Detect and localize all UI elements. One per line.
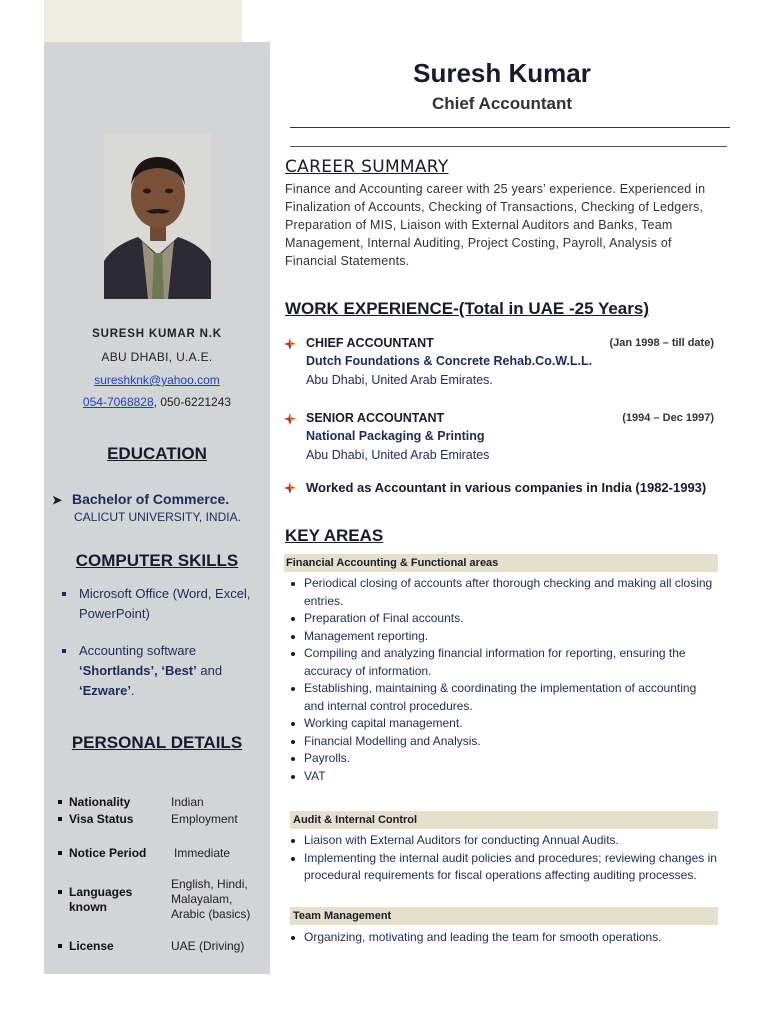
- list-item: Compiling and analyzing financial information for reporting, ensuring the accuracy of information.: [289, 645, 719, 680]
- job-company: National Packaging & Printing: [306, 429, 485, 443]
- personal-label: Notice Period: [58, 846, 146, 861]
- personal-value: UAE (Driving): [171, 939, 245, 953]
- bullet-dot-icon: [291, 687, 295, 691]
- skill-item: [62, 641, 270, 701]
- personal-value: Indian: [171, 795, 204, 809]
- header-tab-decoration: [44, 0, 242, 42]
- contact-phone-row: [44, 395, 270, 409]
- personal-value: Immediate: [174, 846, 231, 860]
- work-experience-heading: WORK EXPERIENCE-(Total in UAE -25 Years): [285, 299, 649, 318]
- skill-text: [79, 641, 270, 701]
- compass-bullet-icon: [284, 413, 296, 425]
- contact-name: SURESH KUMAR N.K: [92, 328, 222, 340]
- resume-name: Suresh Kumar: [413, 58, 591, 88]
- job-title: Worked as Accountant in various companies in India (1982-1993): [306, 480, 707, 495]
- profile-photo: [104, 133, 211, 299]
- contact-city: ABU DHABI, U.A.E.: [101, 350, 213, 364]
- phone-secondary: , 050-6221243: [153, 395, 232, 409]
- email-link[interactable]: sureshknk@yahoo.com: [94, 373, 220, 387]
- square-bullet-icon: [58, 817, 62, 821]
- personal-value: Employment: [171, 812, 238, 826]
- bullet-dot-icon: [291, 635, 295, 639]
- list-item: Liaison with External Auditors for conducting Annual Audits.: [289, 832, 719, 850]
- list-item: Periodical closing of accounts after thorough checking and making all closing entries.: [289, 575, 719, 610]
- career-summary-heading: CAREER SUMMARY: [285, 157, 449, 177]
- job-dates: (Jan 1998 – till date): [609, 337, 714, 349]
- key-area-section-title: Team Management: [290, 907, 718, 925]
- key-area-list: [289, 929, 719, 947]
- job-dates: (1994 – Dec 1997): [622, 412, 714, 424]
- skill-software-last: ‘Ezware’: [79, 683, 132, 698]
- list-item: VAT: [289, 768, 719, 786]
- bullet-dot-icon: [291, 582, 295, 586]
- education-item: [52, 491, 266, 524]
- square-bullet-icon: [58, 890, 62, 894]
- bullet-dot-icon: [291, 839, 295, 843]
- list-item: Preparation of Final accounts.: [289, 610, 719, 628]
- square-bullet-icon: [62, 592, 66, 596]
- arrow-bullet-icon: ➤: [52, 493, 63, 507]
- key-area-section-title: Audit & Internal Control: [290, 811, 718, 829]
- personal-label: Visa Status: [58, 812, 133, 827]
- skill-item: [62, 584, 270, 624]
- bullet-dot-icon: [291, 740, 295, 744]
- key-areas-heading: KEY AREAS: [285, 526, 384, 545]
- list-item: Payrolls.: [289, 750, 719, 768]
- list-item: Organizing, motivating and leading the team for smooth operations.: [289, 929, 719, 947]
- education-school: CALICUT UNIVERSITY, INDIA.: [74, 510, 241, 524]
- personal-details-heading: PERSONAL DETAILS: [71, 733, 243, 752]
- education-degree-row: [52, 491, 266, 507]
- resume-job-title: Chief Accountant: [431, 94, 573, 113]
- list-item: Implementing the internal audit policies and procedures; reviewing changes in procedural requirements for fiscal operations affecting auditing processes.: [289, 850, 719, 885]
- education-heading: EDUCATION: [107, 444, 207, 463]
- computer-skills-heading: COMPUTER SKILLS: [75, 551, 239, 570]
- personal-label: License: [58, 939, 114, 954]
- skill-text: Microsoft Office (Word, Excel, PowerPoint): [79, 586, 251, 621]
- personal-label: Nationality: [58, 795, 130, 810]
- compass-bullet-icon: [284, 482, 296, 494]
- header-divider: [290, 146, 727, 147]
- skill-software-names: ‘Shortlands’, ‘Best’: [79, 663, 197, 678]
- square-bullet-icon: [58, 800, 62, 804]
- compass-bullet-icon: [284, 338, 296, 350]
- key-area-section-title: Financial Accounting & Functional areas: [284, 554, 718, 572]
- education-degree: Bachelor of Commerce.: [72, 491, 230, 507]
- key-area-list: [289, 575, 719, 785]
- job-company: Dutch Foundations & Concrete Rehab.Co.W.L.L.: [306, 354, 593, 368]
- phone-link[interactable]: 054-7068828: [82, 395, 154, 409]
- job-title: CHIEF ACCOUNTANT: [306, 336, 434, 350]
- bullet-dot-icon: [291, 757, 295, 761]
- skill-text-end: .: [131, 683, 135, 698]
- bullet-dot-icon: [291, 617, 295, 621]
- skill-text-prefix: Accounting software: [79, 643, 197, 658]
- career-summary-text: Finance and Accounting career with 25 years’ experience. Experienced in Finalization of Accounts, Checking of Transactions, Checking of Ledgers, Preparation of MIS, Liaison with External Auditors and Banks, Team Management, Internal Auditing, Project Costing, Payroll, Analysis of Financial Statements.: [285, 182, 706, 268]
- bullet-dot-icon: [291, 775, 295, 779]
- job-title: SENIOR ACCOUNTANT: [306, 411, 445, 425]
- square-bullet-icon: [62, 649, 66, 653]
- bullet-dot-icon: [291, 722, 295, 726]
- key-area-list: [289, 832, 719, 885]
- personal-label: Languages known: [58, 885, 168, 915]
- square-bullet-icon: [58, 851, 62, 855]
- personal-value: English, Hindi, Malayalam, Arabic (basics): [171, 877, 251, 921]
- skill-text-and: and: [196, 663, 223, 678]
- contact-email-row: [44, 373, 270, 387]
- bullet-dot-icon: [291, 936, 295, 940]
- list-item: Working capital management.: [289, 715, 719, 733]
- bullet-dot-icon: [291, 857, 295, 861]
- job-location: Abu Dhabi, United Arab Emirates.: [306, 373, 493, 387]
- square-bullet-icon: [58, 944, 62, 948]
- job-location: Abu Dhabi, United Arab Emirates: [306, 448, 490, 462]
- header-divider: [290, 127, 730, 128]
- list-item: Establishing, maintaining & coordinating the implementation of accounting and internal control procedures.: [289, 680, 719, 715]
- list-item: Management reporting.: [289, 628, 719, 646]
- bullet-dot-icon: [291, 652, 295, 656]
- list-item: Financial Modelling and Analysis.: [289, 733, 719, 751]
